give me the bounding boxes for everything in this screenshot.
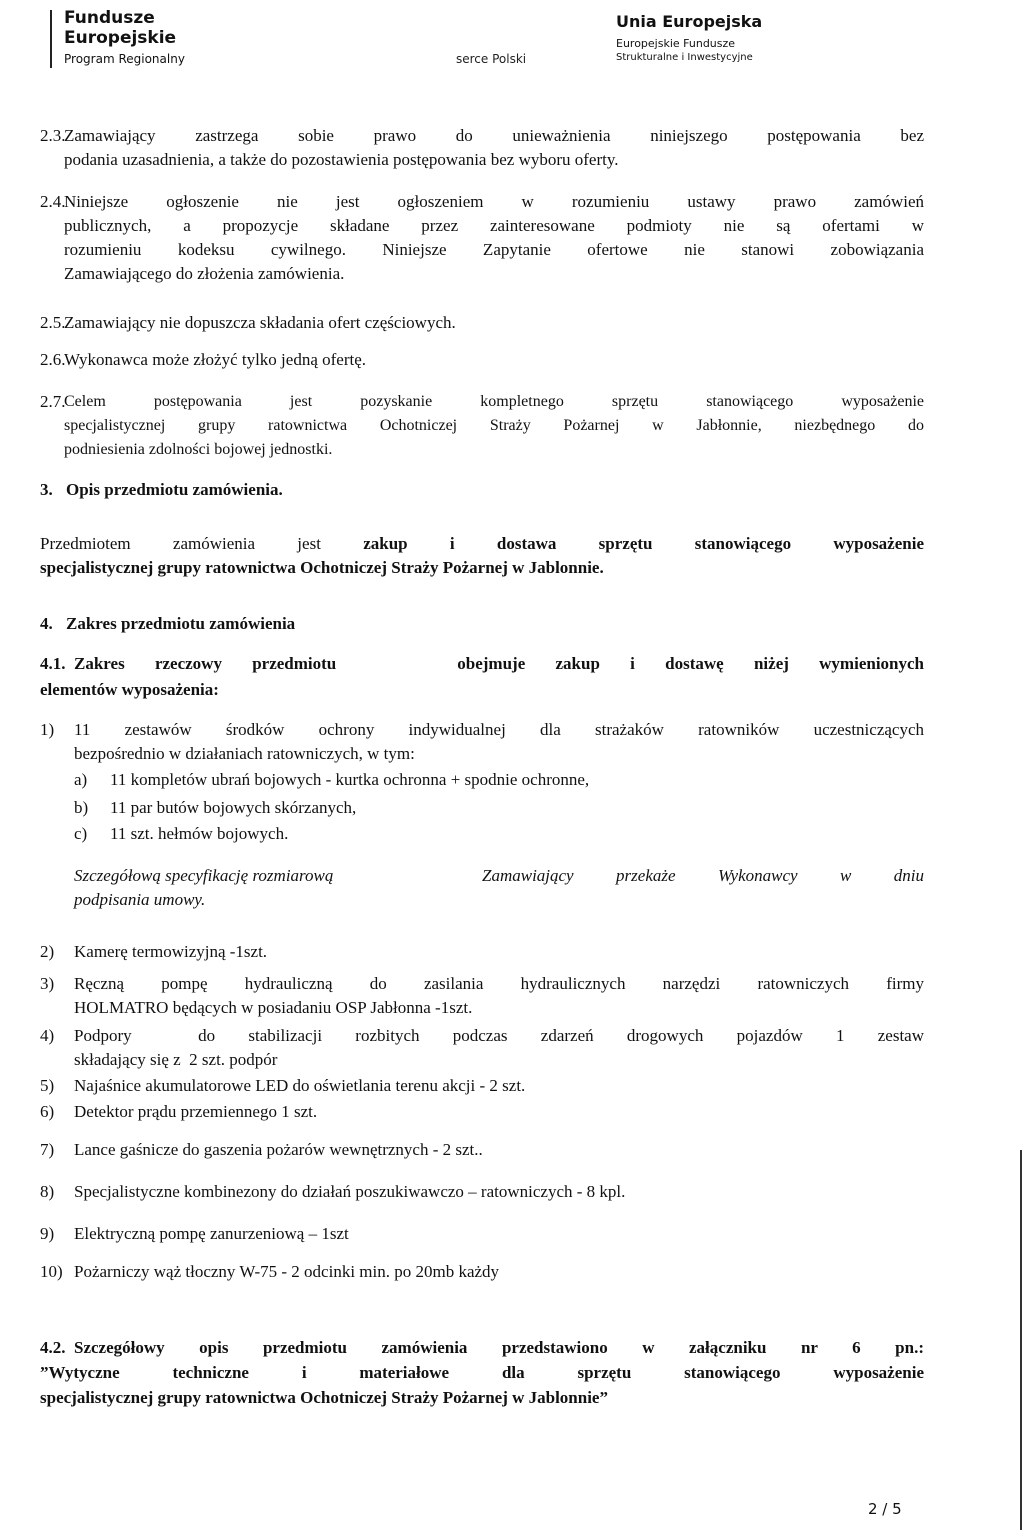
paragraph-line: Wykonawca może złożyć tylko jedną ofertę. [64, 350, 367, 369]
sub-item-text: 11 szt. hełmów bojowych. [110, 824, 289, 843]
section-title: Opis przedmiotu zamówienia. [66, 480, 283, 499]
paragraph-line: podania uzasadnienia, a także do pozostawienia postępowania bez wyboru oferty. [64, 150, 619, 169]
paragraph-line: Zamawiający zastrzega sobie prawo do unieważnienia niniejszego postępowania bez [64, 126, 924, 145]
paragraph-line: rozumieniu kodeksu cywilnego. Niniejsze Zapytanie ofertowe nie stanowi zobowiązania [64, 240, 924, 259]
paragraph-number: 2.3. [40, 126, 66, 145]
list-item-line: Detektor prądu przemiennego 1 szt. [74, 1102, 318, 1121]
scan-edge-line [1020, 1150, 1022, 1530]
sub-item-text: 11 par butów bojowych skórzanych, [110, 798, 357, 817]
sub-item-letter: a) [74, 770, 88, 789]
paragraph-line: Celem postępowania jest pozyskanie kompletnego sprzętu stanowiącego wyposażenie [64, 393, 924, 410]
note-part-2: Zamawiający przekaże Wykonawcy w dniu [482, 866, 924, 885]
paragraph-line: publicznych, a propozycje składane przez zainteresowane podmioty nie są ofertami w [64, 216, 924, 235]
list-item-number: 1) [40, 720, 55, 739]
paragraph-number: 2.5. [40, 313, 66, 332]
list-item-line: Kamerę termowizyjną -1szt. [74, 942, 268, 961]
list-item-number: 8) [40, 1182, 55, 1201]
logo-line-1: Fundusze [64, 8, 155, 28]
list-item-line: Ręczną pompę hydrauliczną do zasilania hydraulicznych narzędzi ratowniczych firmy [74, 974, 924, 993]
section-number: 3. [40, 480, 53, 499]
subsection-line: elementów wyposażenia: [40, 680, 219, 699]
intro-bold: zakup i dostawa sprzętu stanowiącego wyposażenie [363, 534, 924, 553]
list-item-line: HOLMATRO będących w posiadaniu OSP Jabłonna -1szt. [74, 998, 473, 1017]
intro-line-1 [40, 532, 924, 556]
paragraph-line: Zamawiający nie dopuszcza składania ofert częściowych. [64, 313, 456, 332]
subsection-line: specjalistycznej grupy ratownictwa Ochotniczej Straży Pożarnej w Jablonnie” [40, 1388, 608, 1407]
header-divider [50, 10, 52, 68]
sub-item-letter: b) [74, 798, 89, 817]
page-number: 2 / 5 [868, 1500, 902, 1518]
list-item-number: 9) [40, 1224, 55, 1243]
list-item-number: 6) [40, 1102, 55, 1121]
sub-item-letter: c) [74, 824, 88, 843]
list-item-line: Specjalistyczne kombinezony do działań poszukiwawczo – ratowniczych - 8 kpl. [74, 1182, 626, 1201]
list-item-line: Elektryczną pompę zanurzeniową – 1szt [74, 1224, 349, 1243]
logo-unia-europejska [616, 12, 762, 64]
list-item-line: Pożarniczy wąż tłoczny W-75 - 2 odcinki min. po 20mb każdy [74, 1262, 500, 1281]
sub-item-text: 11 kompletów ubrań bojowych - kurtka ochronna + spodnie ochronne, [110, 770, 590, 789]
intro-normal: Przedmiotem zamówienia jest [40, 534, 364, 553]
subsection-line: Szczegółowy opis przedmiotu zamówienia przedstawiono w załączniku nr 6 pn.: [74, 1338, 924, 1357]
list-item-line: Lance gaśnicze do gaszenia pożarów wewnętrznych - 2 szt.. [74, 1140, 483, 1159]
list-item-number: 7) [40, 1140, 55, 1159]
logo-line-3: Program Regionalny [64, 52, 185, 66]
list-item-line: Podpory do stabilizacji rozbitych podczas zdarzeń drogowych pojazdów 1 zestaw [74, 1026, 924, 1045]
list-item-line: 11 zestawów środków ochrony indywidualnej dla strażaków ratowników uczestniczących [74, 720, 924, 739]
intro-line-2: specjalistycznej grupy ratownictwa Ochotniczej Straży Pożarnej w Jablonnie. [40, 558, 604, 577]
subsection-line: Zakres rzeczowy przedmiotu obejmuje zakup i dostawę niżej wymienionych [74, 654, 924, 673]
logo-ue-line-2: Europejskie Fundusze [616, 37, 736, 50]
subsection-number: 4.1. [40, 654, 66, 673]
paragraph-number: 2.4. [40, 192, 66, 211]
note-line-2: podpisania umowy. [74, 890, 206, 909]
subsection-line: ”Wytyczne techniczne i materiałowe dla sprzętu stanowiącego wyposażenie [40, 1363, 924, 1382]
paragraph-number: 2.6. [40, 350, 66, 369]
section-number: 4. [40, 614, 53, 633]
logo-line-2: Europejskie [64, 28, 177, 48]
logo-ue-line-3: Strukturalne i Inwestycyjne [616, 52, 753, 63]
list-item-line: składający się z 2 szt. podpór [74, 1050, 278, 1069]
section-3-intro [40, 532, 924, 580]
list-item-line: bezpośrednio w działaniach ratowniczych, w tym: [74, 744, 415, 763]
list-item-number: 10) [40, 1262, 63, 1281]
subsection-number: 4.2. [40, 1338, 66, 1357]
section-title: Zakres przedmiotu zamówienia [66, 614, 296, 633]
list-item-number: 2) [40, 942, 55, 961]
paragraph-line: Niniejsze ogłoszenie nie jest ogłoszeniem w rozumieniu ustawy prawo zamówień [64, 192, 924, 211]
paragraph-line: podniesienia zdolności bojowej jednostki. [64, 441, 333, 458]
paragraph-line: specjalistycznej grupy ratownictwa Ochotniczej Straży Pożarnej w Jabłonnie, niezbędnego do [64, 417, 924, 434]
list-item-number: 3) [40, 974, 55, 993]
note-part-1: Szczegółową specyfikację rozmiarową [74, 866, 334, 885]
logo-ue-line-1: Unia Europejska [616, 12, 763, 31]
logo-serce-polski: serce Polski [456, 52, 527, 66]
paragraph-line: Zamawiającego do złożenia zamówienia. [64, 264, 345, 283]
paragraph-number: 2.7. [40, 392, 66, 411]
logo-fundusze-europejskie [64, 8, 185, 68]
list-item-number: 4) [40, 1026, 55, 1045]
list-item-line: Najaśnice akumulatorowe LED do oświetlania terenu akcji - 2 szt. [74, 1076, 526, 1095]
list-item-number: 5) [40, 1076, 55, 1095]
